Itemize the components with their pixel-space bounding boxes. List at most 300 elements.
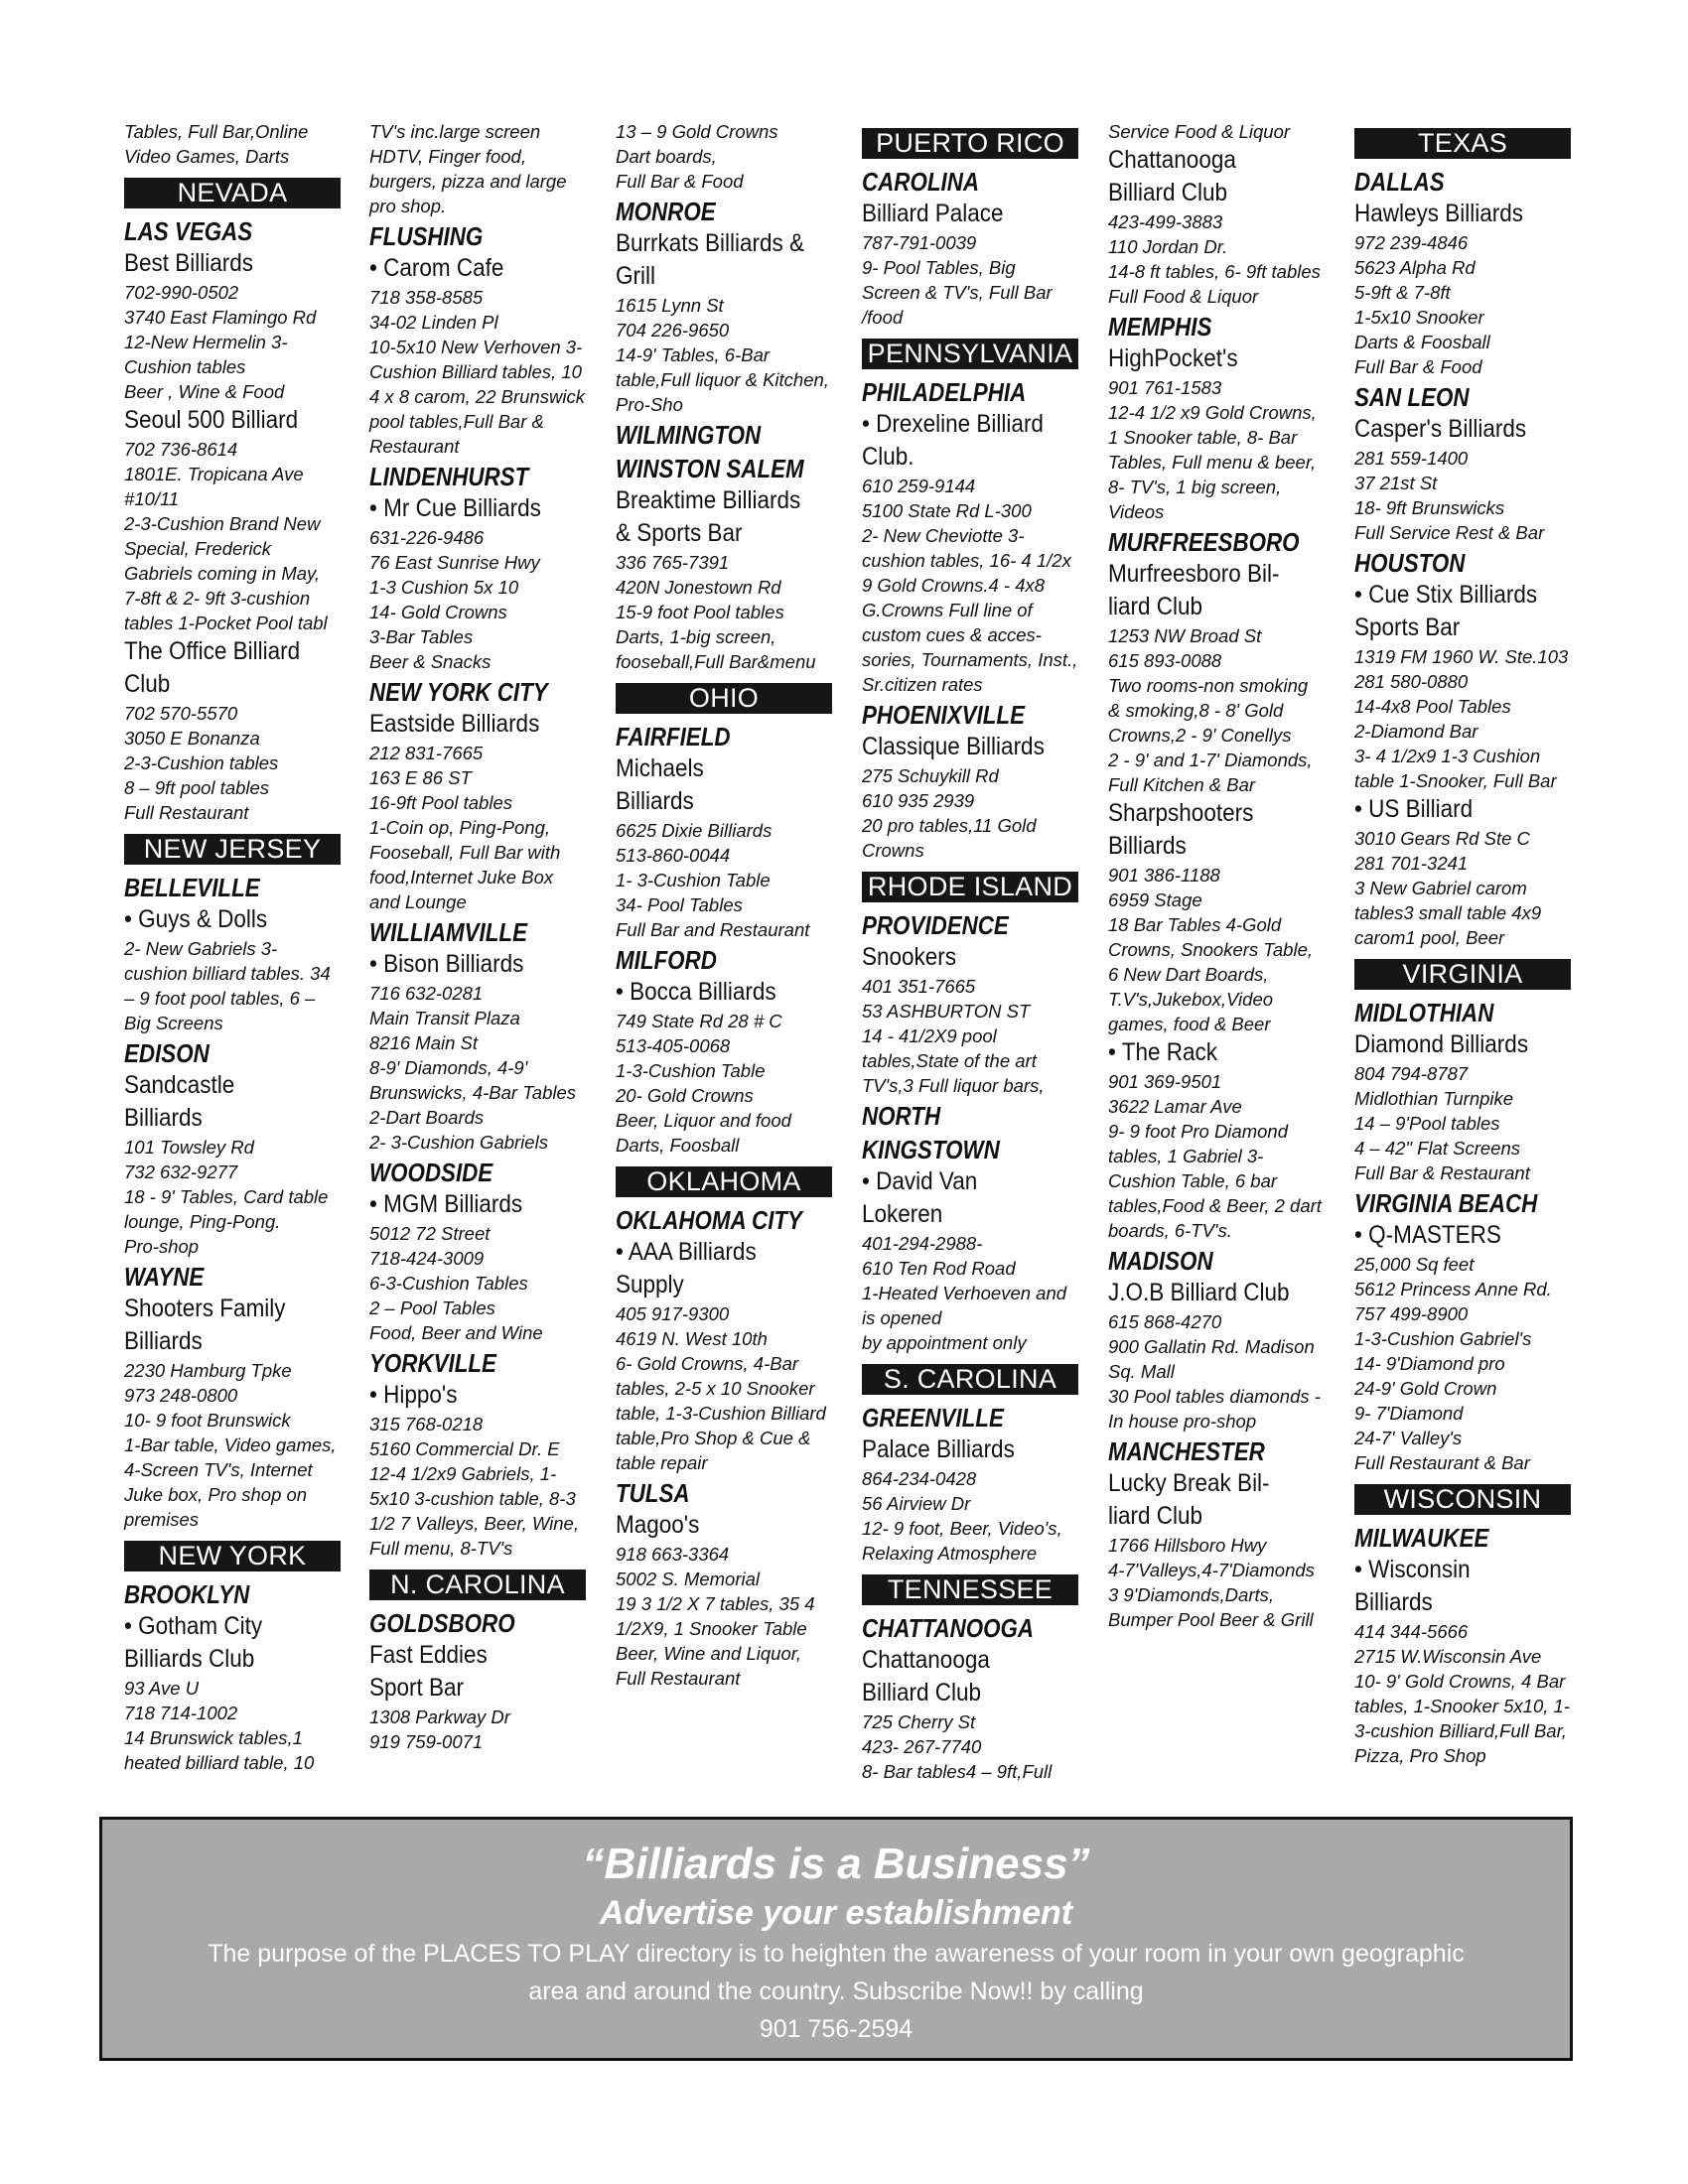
venue-detail: 14- Gold Crowns (369, 602, 507, 622)
venue-detail: 6- Gold Crowns, 4-Bar (616, 1353, 799, 1374)
city-heading: MILFORD (616, 945, 717, 975)
venue-detail: 702-990-0502 (124, 282, 239, 303)
venue-detail: Midlothian Turnpike (1354, 1088, 1514, 1109)
venue-detail: table,Pro Shop & Cue & (616, 1428, 811, 1448)
directory-column-3 (616, 119, 832, 1691)
venue-detail: premises (124, 1509, 200, 1530)
venue-detail: 901 761-1583 (1108, 377, 1222, 398)
directory-column-5 (1108, 119, 1325, 1632)
venue-name: • Gotham City (124, 1612, 263, 1640)
venue-detail: 702 570-5570 (124, 703, 238, 724)
venue-name: Billiards (1354, 1588, 1433, 1616)
venue-detail: 13 – 9 Gold Crowns (616, 121, 778, 142)
venue-detail: carom1 pool, Beer (1354, 927, 1505, 948)
venue-name: • Mr Cue Billiards (369, 494, 541, 522)
venue-detail: TV's inc.large screen (369, 121, 541, 142)
venue-detail: 2715 W.Wisconsin Ave (1354, 1646, 1542, 1667)
venue-detail: Cushion Billiard tables, 10 (369, 361, 582, 382)
directory-column-1 (124, 119, 341, 1775)
venue-detail: 610 Ten Rod Road (862, 1258, 1016, 1279)
venue-detail: Bumper Pool Beer & Grill (1108, 1609, 1314, 1630)
venue-detail: table,Full liquor & Kitchen, (616, 369, 829, 390)
venue-detail: 20 pro tables,11 Gold (862, 815, 1037, 836)
venue-detail: 5100 State Rd L-300 (862, 500, 1032, 521)
venue-detail: 900 Gallatin Rd. Madison (1108, 1336, 1315, 1357)
venue-detail: Juke box, Pro shop on (124, 1484, 308, 1505)
venue-detail: 6625 Dixie Billiards (616, 820, 773, 841)
venue-detail: T.V's,Jukebox,Video (1108, 989, 1274, 1010)
venue-name: • Cue Stix Billiards (1354, 581, 1538, 609)
city-heading: DALLAS (1354, 167, 1445, 197)
venue-detail: 864-234-0428 (862, 1468, 977, 1489)
venue-detail: 336 765-7391 (616, 552, 730, 573)
venue-detail: Pro-Sho (616, 394, 683, 415)
venue-detail: 24-9' Gold Crown (1354, 1378, 1497, 1399)
venue-detail: 212 831-7665 (369, 743, 484, 763)
venue-name: • David Van (862, 1167, 978, 1195)
venue-detail: 56 Airview Dr (862, 1493, 971, 1514)
venue-detail: 3050 E Bonanza (124, 728, 260, 749)
venue-detail: 2-Diamond Bar (1354, 721, 1478, 742)
city-heading: TULSA (616, 1478, 690, 1508)
venue-detail: 414 344-5666 (1354, 1621, 1469, 1642)
venue-detail: Beer , Wine & Food (124, 381, 285, 402)
venue-name: • Guys & Dolls (124, 905, 268, 933)
venue-detail: Big Screens (124, 1013, 223, 1033)
venue-detail: Full Service Rest & Bar (1354, 522, 1545, 543)
venue-detail: 1-Heated Verhoeven and (862, 1283, 1067, 1303)
venue-name: • MGM Billiards (369, 1190, 523, 1218)
venue-name: Murfreesboro Bil- (1108, 560, 1280, 588)
city-heading: FLUSHING (369, 221, 484, 251)
venue-detail: 3- 4 1/2x9 1-3 Cushion (1354, 746, 1541, 766)
city-heading: FAIRFIELD (616, 722, 731, 751)
venue-detail: 9- Pool Tables, Big (862, 257, 1016, 278)
venue-name: Sport Bar (369, 1674, 465, 1702)
venue-detail: Gabriels coming in May, (124, 563, 321, 584)
venue-detail: Cushion Table, 6 bar (1108, 1170, 1278, 1191)
venue-name: Club. (862, 443, 914, 471)
venue-name: Snookers (862, 943, 957, 971)
venue-detail: cushion tables, 16- 4 1/2x (862, 550, 1071, 571)
venue-detail: 2- New Cheviotte 3- (862, 525, 1025, 546)
venue-detail: #10/11 (124, 488, 180, 509)
venue-name: Sports Bar (1354, 614, 1461, 641)
venue-detail: 18 Bar Tables 4-Gold (1108, 914, 1282, 935)
venue-detail: boards, 6-TV's. (1108, 1220, 1232, 1241)
venue-detail: 1-3-Cushion Gabriel's (1354, 1328, 1532, 1349)
venue-detail: 8-9' Diamonds, 4-9' (369, 1057, 528, 1078)
venue-detail: 3-cushion Billiard,Full Bar, (1354, 1720, 1567, 1741)
venue-detail: 9 Gold Crowns.4 - 4x8 (862, 575, 1046, 596)
venue-detail: 8- Bar tables4 – 9ft,Full (862, 1761, 1053, 1782)
venue-detail: 30 Pool tables diamonds - (1108, 1386, 1321, 1407)
venue-detail: by appointment only (862, 1332, 1027, 1353)
venue-detail: Food, Beer and Wine (369, 1322, 543, 1343)
city-heading: WILMINGTON (616, 420, 762, 450)
venue-detail: 19 3 1/2 X 7 tables, 35 4 (616, 1593, 815, 1614)
venue-detail: Sq. Mall (1108, 1361, 1175, 1382)
venue-detail: 5623 Alpha Rd (1354, 257, 1476, 278)
state-header: PUERTO RICO (862, 128, 1078, 159)
venue-detail: 615 868-4270 (1108, 1311, 1222, 1332)
venue-detail: 3 New Gabriel carom (1354, 878, 1527, 898)
venue-detail: 1/2 7 Valleys, Beer, Wine, (369, 1513, 579, 1534)
venue-detail: 12-4 1/2 x9 Gold Crowns, (1108, 402, 1317, 423)
venue-detail: 972 239-4846 (1354, 232, 1469, 253)
venue-detail: Pizza, Pro Shop (1354, 1745, 1486, 1766)
city-heading: MONROE (616, 197, 716, 226)
venue-detail: 749 State Rd 28 # C (616, 1011, 782, 1031)
venue-name: Sandcastle (124, 1071, 235, 1099)
venue-name: Classique Billiards (862, 733, 1045, 760)
venue-detail: 1-5x10 Snooker (1354, 307, 1484, 328)
venue-detail: 16-9ft Pool tables (369, 792, 512, 813)
venue-detail: Sr.citizen rates (862, 674, 983, 695)
venue-name: Club (124, 670, 171, 698)
venue-name: The Office Billiard (124, 637, 301, 665)
venue-detail: and Lounge (369, 891, 467, 912)
venue-detail: 610 935 2939 (862, 790, 975, 811)
venue-detail: 1-3 Cushion 5x 10 (369, 577, 519, 598)
venue-detail: 615 893-0088 (1108, 650, 1222, 671)
state-header: VIRGINIA (1354, 959, 1571, 990)
venue-detail: 3 9'Diamonds,Darts, (1108, 1584, 1275, 1605)
venue-detail: 704 226-9650 (616, 320, 730, 341)
venue-detail: In house pro-shop (1108, 1411, 1257, 1432)
venue-detail: Brunswicks, 4-Bar Tables (369, 1082, 577, 1103)
city-heading: HOUSTON (1354, 548, 1466, 578)
venue-detail: HDTV, Finger food, (369, 146, 526, 167)
venue-detail: Darts & Foosball (1354, 332, 1490, 352)
venue-name: Supply (616, 1271, 684, 1298)
venue-detail: 281 559-1400 (1354, 448, 1469, 469)
city-heading: MANCHESTER (1108, 1436, 1265, 1466)
venue-detail: 1-3-Cushion Table (616, 1060, 766, 1081)
ad-headline: “Billiards is a Business” (582, 1840, 1090, 1888)
venue-detail: 4 – 42" Flat Screens (1354, 1138, 1520, 1159)
venue-detail: Service Food & Liquor (1108, 121, 1291, 142)
venue-detail: 4619 N. West 10th (616, 1328, 768, 1349)
venue-detail: 423- 267-7740 (862, 1736, 982, 1757)
ad-body (102, 1935, 1570, 2048)
directory-columns (124, 119, 1574, 1782)
venue-name: • Carom Cafe (369, 254, 504, 282)
venue-name: • Wisconsin (1354, 1556, 1471, 1583)
venue-detail: 918 663-3364 (616, 1544, 730, 1565)
venue-detail: 787-791-0039 (862, 232, 977, 253)
city-heading: MEMPHIS (1108, 312, 1212, 341)
venue-detail: 1253 NW Broad St (1108, 625, 1262, 646)
venue-detail: tables, 1 Gabriel 3- (1108, 1146, 1264, 1166)
venue-name: J.O.B Billiard Club (1108, 1279, 1290, 1306)
venue-detail: 718 358-8585 (369, 287, 484, 308)
venue-detail: 732 632-9277 (124, 1161, 238, 1182)
venue-detail: 281 701-3241 (1354, 853, 1469, 874)
venue-detail: 8- TV's, 1 big screen, (1108, 477, 1282, 497)
city-heading: YORKVILLE (369, 1348, 496, 1378)
venue-name: liard Club (1108, 593, 1203, 620)
venue-detail: 1-Coin op, Ping-Pong, (369, 817, 551, 838)
venue-detail: 6-3-Cushion Tables (369, 1273, 528, 1294)
venue-detail: – 9 foot pool tables, 6 – (124, 988, 316, 1009)
venue-detail: heated billiard table, 10 (124, 1752, 315, 1773)
venue-detail: 631-226-9486 (369, 527, 485, 548)
venue-detail: 420N Jonestown Rd (616, 577, 781, 598)
venue-detail: 973 248-0800 (124, 1385, 238, 1406)
venue-detail: custom cues & acces- (862, 624, 1042, 645)
venue-detail: 10-5x10 New Verhoven 3- (369, 337, 583, 357)
venue-detail: 1/2X9, 1 Snooker Table (616, 1618, 807, 1639)
venue-detail: 2 – Pool Tables (369, 1297, 495, 1318)
venue-detail: 716 632-0281 (369, 983, 484, 1004)
venue-name: Palace Billiards (862, 1435, 1015, 1463)
venue-name: • Drexeline Billiard (862, 410, 1044, 438)
state-header: S. CAROLINA (862, 1364, 1078, 1395)
venue-detail: Beer, Liquor and food (616, 1110, 791, 1131)
city-heading: MADISON (1108, 1246, 1213, 1276)
venue-detail: 2230 Hamburg Tpke (124, 1360, 292, 1381)
venue-detail: 901 369-9501 (1108, 1071, 1222, 1092)
venue-detail: 610 259-9144 (862, 476, 976, 496)
state-header: NEW JERSEY (124, 834, 341, 865)
city-heading: NORTH (862, 1101, 941, 1131)
venue-detail: 14-9' Tables, 6-Bar (616, 344, 771, 365)
venue-name: Chattanooga (862, 1646, 990, 1674)
directory-column-4 (862, 119, 1078, 1784)
venue-detail: 5012 72 Street (369, 1223, 491, 1244)
venue-detail: table, 1-3-Cushion Billiard (616, 1403, 826, 1424)
ad-body-line: The purpose of the PLACES TO PLAY directory is to heighten the awareness of your room in your own geographic (208, 1940, 1465, 1968)
venue-detail: tables,Food & Beer, 2 dart (1108, 1195, 1322, 1216)
venue-detail: 718-424-3009 (369, 1248, 485, 1269)
venue-detail: /food (862, 307, 904, 328)
venue-detail: 1- 3-Cushion Table (616, 870, 771, 890)
venue-name: • US Billiard (1354, 795, 1474, 823)
venue-detail: Full Bar & Restaurant (1354, 1162, 1530, 1183)
venue-detail: 4 x 8 carom, 22 Brunswick (369, 386, 585, 407)
state-header: OKLAHOMA (616, 1166, 832, 1197)
venue-detail: 8 – 9ft pool tables (124, 777, 270, 798)
state-header: OHIO (616, 683, 832, 714)
venue-detail: 2-3-Cushion Brand New (124, 513, 321, 534)
city-heading: GREENVILLE (862, 1403, 1004, 1433)
city-heading: EDISON (124, 1038, 210, 1068)
city-heading: VIRGINIA BEACH (1354, 1188, 1538, 1218)
venue-detail: Full Restaurant & Bar (1354, 1452, 1530, 1473)
venue-detail: 101 Towsley Rd (124, 1137, 254, 1158)
venue-name: Shooters Family (124, 1295, 286, 1322)
venue-detail: Full Kitchen & Bar (1108, 774, 1256, 795)
venue-detail: 5002 S. Memorial (616, 1569, 760, 1589)
venue-name: Billiards (616, 787, 694, 815)
venue-name: • Bison Billiards (369, 950, 524, 978)
venue-name: • Hippo's (369, 1381, 458, 1409)
city-heading: BELLEVILLE (124, 873, 260, 902)
venue-detail: 12- 9 foot, Beer, Video's, (862, 1518, 1062, 1539)
venue-detail: Beer & Snacks (369, 651, 492, 672)
venue-name: Diamond Billiards (1354, 1030, 1529, 1058)
venue-detail: Screen & TV's, Full Bar (862, 282, 1053, 303)
venue-detail: 919 759-0071 (369, 1731, 484, 1752)
venue-detail: 5-9ft & 7-8ft (1354, 282, 1451, 303)
venue-detail: 5160 Commercial Dr. E (369, 1438, 560, 1459)
venue-detail: 14-4x8 Pool Tables (1354, 696, 1511, 717)
venue-name: Chattanooga (1108, 146, 1236, 174)
venue-detail: 2- New Gabriels 3- (124, 938, 278, 959)
venue-detail: Full Bar & Food (1354, 356, 1482, 377)
city-heading: CAROLINA (862, 167, 980, 197)
venue-detail: 8216 Main St (369, 1032, 479, 1053)
venue-detail: 9- 9 foot Pro Diamond (1108, 1121, 1288, 1142)
venue-name: • The Rack (1108, 1038, 1218, 1066)
venue-detail: 5x10 3-cushion table, 8-3 (369, 1488, 576, 1509)
venue-detail: 757 499-8900 (1354, 1303, 1469, 1324)
venue-name: Lucky Break Bil- (1108, 1469, 1270, 1497)
venue-detail: Tables, Full Bar,Online (124, 121, 309, 142)
venue-name: Billiards Club (124, 1645, 255, 1673)
venue-detail: games, food & Beer (1108, 1014, 1271, 1034)
venue-detail: 10- 9' Gold Crowns, 4 Bar (1354, 1671, 1566, 1692)
city-heading: WINSTON SALEM (616, 454, 804, 483)
venue-name: Hawleys Billiards (1354, 200, 1524, 227)
venue-detail: 3-Bar Tables (369, 626, 474, 647)
venue-detail: is opened (862, 1307, 942, 1328)
venue-detail: 1319 FM 1960 W. Ste.103 (1354, 646, 1569, 667)
state-header: TENNESSEE (862, 1574, 1078, 1605)
venue-detail: Full Bar & Food (616, 171, 744, 192)
venue-detail: sories, Tournaments, Inst., (862, 649, 1078, 670)
venue-detail: 725 Cherry St (862, 1711, 976, 1732)
city-heading: WOODSIDE (369, 1158, 493, 1187)
venue-detail: 110 Jordan Dr. (1108, 236, 1228, 257)
state-header: N. CAROLINA (369, 1570, 586, 1600)
venue-detail: 401 351-7665 (862, 976, 976, 997)
venue-detail: Cushion tables (124, 356, 246, 377)
venue-detail: Videos (1108, 501, 1165, 522)
venue-detail: 3622 Lamar Ave (1108, 1096, 1242, 1117)
venue-detail: & smoking,8 - 8' Gold (1108, 700, 1284, 721)
venue-detail: tables 1-Pocket Pool tabl (124, 613, 328, 633)
venue-detail: 10- 9 foot Brunswick (124, 1410, 291, 1431)
venue-detail: pro shop. (369, 196, 447, 216)
venue-detail: 2-Dart Boards (369, 1107, 485, 1128)
venue-detail: 315 768-0218 (369, 1414, 484, 1434)
venue-detail: 1615 Lynn St (616, 295, 724, 316)
venue-detail: 37 21st St (1354, 473, 1438, 493)
venue-detail: 18- 9ft Brunswicks (1354, 497, 1505, 518)
venue-detail: 20- Gold Crowns (616, 1085, 754, 1106)
venue-detail: 14 Brunswick tables,1 (124, 1727, 303, 1748)
venue-name: Billiard Club (862, 1679, 982, 1706)
venue-name: • Q-MASTERS (1354, 1221, 1501, 1249)
venue-name: HighPocket's (1108, 344, 1238, 372)
state-header: NEW YORK (124, 1541, 341, 1571)
venue-detail: 24-7' Valley's (1354, 1428, 1463, 1448)
city-heading: CHATTANOOGA (862, 1613, 1035, 1643)
venue-detail: Pro-shop (124, 1236, 200, 1257)
venue-detail: 702 736-8614 (124, 439, 238, 460)
venue-detail: tables,State of the art (862, 1050, 1037, 1071)
city-heading: PHILADELPHIA (862, 377, 1027, 407)
venue-detail: 12-New Hermelin 3- (124, 332, 288, 352)
venue-detail: Restaurant (369, 436, 460, 457)
directory-column-2 (369, 119, 586, 1754)
venue-detail: 3740 East Flamingo Rd (124, 307, 317, 328)
advertise-banner (99, 1817, 1573, 2061)
city-heading: BROOKLYN (124, 1579, 250, 1609)
directory-column-6 (1354, 119, 1571, 1768)
venue-detail: Two rooms-non smoking (1108, 675, 1309, 696)
venue-detail: 405 917-9300 (616, 1303, 730, 1324)
venue-name: Billiards (124, 1104, 203, 1132)
venue-detail: Beer, Wine and Liquor, (616, 1643, 802, 1664)
venue-detail: Darts, 1-big screen, (616, 626, 776, 647)
venue-detail: 15-9 foot Pool tables (616, 602, 784, 622)
city-heading: WILLIAMVILLE (369, 917, 527, 947)
state-header: RHODE ISLAND (862, 872, 1078, 902)
venue-detail: 513-405-0068 (616, 1035, 731, 1056)
venue-detail: cushion billiard tables. 34 (124, 963, 331, 984)
venue-name: Billiards (124, 1327, 203, 1355)
state-header: WISCONSIN (1354, 1484, 1571, 1515)
venue-detail: 14 - 41/2X9 pool (862, 1025, 997, 1046)
venue-detail: 804 794-8787 (1354, 1063, 1469, 1084)
venue-name: Best Billiards (124, 249, 254, 277)
venue-detail: 14- 9'Diamond pro (1354, 1353, 1505, 1374)
state-header: TEXAS (1354, 128, 1571, 159)
venue-detail: 3010 Gears Rd Ste C (1354, 828, 1530, 849)
venue-detail: Crowns,2 - 9' Conellys (1108, 725, 1292, 746)
city-heading: LAS VEGAS (124, 216, 253, 246)
venue-detail: tables, 2-5 x 10 Snooker (616, 1378, 815, 1399)
venue-detail: 1801E. Tropicana Ave (124, 464, 304, 484)
venue-name: Billiard Palace (862, 200, 1004, 227)
city-heading: KINGSTOWN (862, 1135, 1000, 1164)
venue-name: Billiards (1108, 832, 1187, 860)
venue-name: Billiard Club (1108, 179, 1228, 206)
venue-name: Lokeren (862, 1200, 943, 1228)
venue-detail: 14 – 9'Pool tables (1354, 1113, 1500, 1134)
venue-detail: G.Crowns Full line of (862, 600, 1033, 620)
city-heading: PHOENIXVILLE (862, 700, 1026, 730)
venue-detail: 6 New Dart Boards, (1108, 964, 1269, 985)
venue-detail: 93 Ave U (124, 1678, 200, 1699)
venue-detail: 5612 Princess Anne Rd. (1354, 1279, 1552, 1299)
venue-detail: Darts, Foosball (616, 1135, 740, 1156)
venue-detail: 12-4 1/2x9 Gabriels, 1- (369, 1463, 557, 1484)
venue-detail: 1766 Hillsboro Hwy (1108, 1535, 1267, 1556)
venue-detail: 4-Screen TV's, Internet (124, 1459, 313, 1480)
venue-detail: Tables, Full menu & beer, (1108, 452, 1317, 473)
venue-detail: 2 - 9' and 1-7' Diamonds, (1108, 750, 1313, 770)
venue-name: Magoo's (616, 1511, 700, 1539)
city-heading: SAN LEON (1354, 382, 1470, 412)
venue-detail: Fooseball, Full Bar with (369, 842, 561, 863)
venue-name: Eastside Billiards (369, 710, 540, 738)
city-heading: WAYNE (124, 1262, 205, 1292)
venue-detail: 4-7'Valleys,4-7'Diamonds (1108, 1560, 1315, 1580)
venue-detail: lounge, Ping-Pong. (124, 1211, 281, 1232)
venue-name: Fast Eddies (369, 1641, 488, 1669)
venue-detail: 1-Bar table, Video games, (124, 1434, 337, 1455)
venue-detail: table 1-Snooker, Full Bar (1354, 770, 1557, 791)
venue-name: Grill (616, 262, 655, 290)
venue-name: liard Club (1108, 1502, 1203, 1530)
venue-detail: Full Restaurant (616, 1668, 741, 1689)
venue-name: Sharpshooters (1108, 799, 1254, 827)
venue-detail: Full Bar and Restaurant (616, 919, 810, 940)
